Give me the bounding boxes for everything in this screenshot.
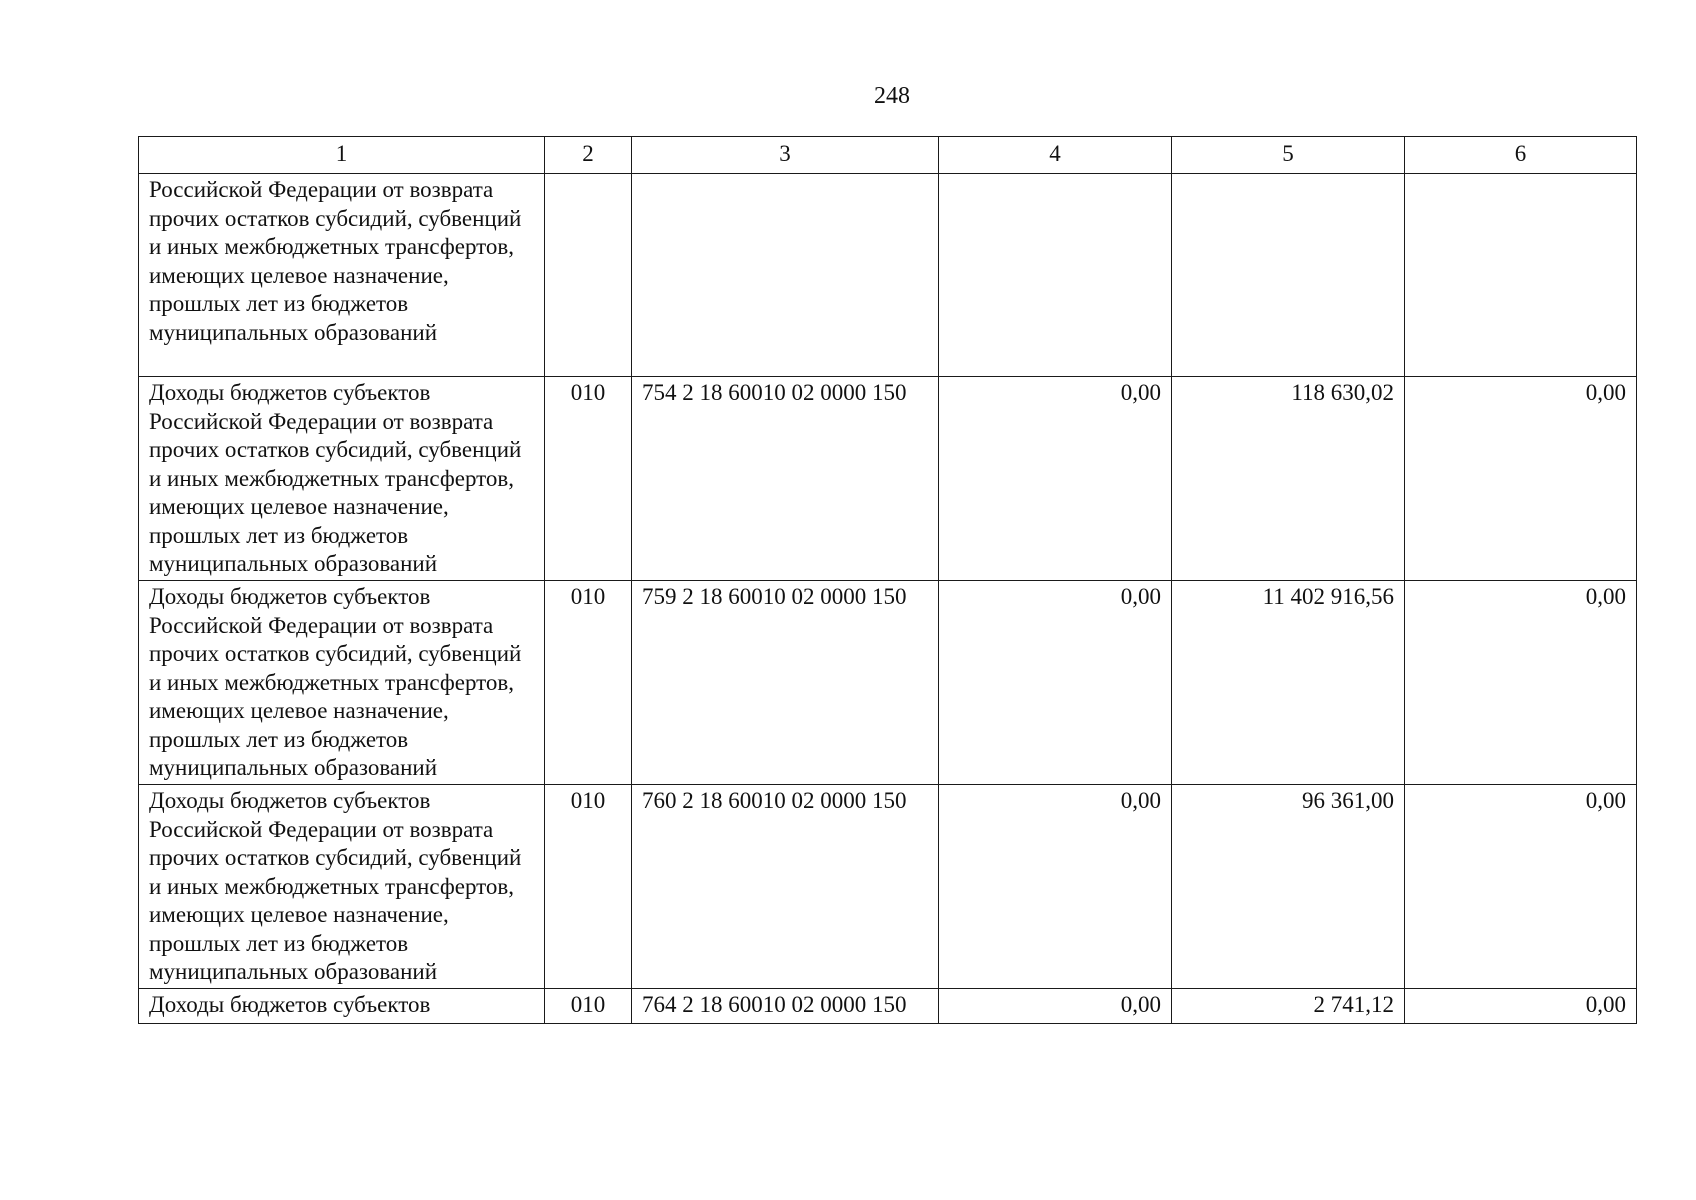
value-col5-cell: 2 741,12 bbox=[1172, 989, 1405, 1024]
budget-code-cell: 759 2 18 60010 02 0000 150 bbox=[632, 581, 939, 785]
budget-code-cell: 760 2 18 60010 02 0000 150 bbox=[632, 785, 939, 989]
table-header-row bbox=[139, 137, 1637, 174]
table-row bbox=[139, 581, 1637, 785]
budget-code-cell: 764 2 18 60010 02 0000 150 bbox=[632, 989, 939, 1024]
column-header-3: 3 bbox=[632, 137, 939, 174]
table-row bbox=[139, 785, 1637, 989]
column-header-2: 2 bbox=[545, 137, 632, 174]
income-name-cell: Доходы бюджетов субъектов Российской Федерации от возврата прочих остатков субсидий, субвенций и иных межбюджетных трансфертов, имеющих целевое назначение, прошлых лет из бюджетов муниципальных образований bbox=[139, 785, 545, 989]
column-header-5: 5 bbox=[1172, 137, 1405, 174]
value-col4-cell bbox=[939, 174, 1172, 377]
budget-code-cell bbox=[632, 174, 939, 377]
value-col6-cell: 0,00 bbox=[1405, 581, 1637, 785]
budget-table bbox=[138, 136, 1637, 1024]
value-col6-cell bbox=[1405, 174, 1637, 377]
line-code-cell: 010 bbox=[545, 785, 632, 989]
income-name-cell: Доходы бюджетов субъектов bbox=[139, 989, 545, 1024]
line-code-cell: 010 bbox=[545, 989, 632, 1024]
column-header-1: 1 bbox=[139, 137, 545, 174]
income-name-cell: Доходы бюджетов субъектов Российской Федерации от возврата прочих остатков субсидий, субвенций и иных межбюджетных трансфертов, имеющих целевое назначение, прошлых лет из бюджетов муниципальных образований bbox=[139, 377, 545, 581]
value-col6-cell: 0,00 bbox=[1405, 377, 1637, 581]
value-col5-cell: 118 630,02 bbox=[1172, 377, 1405, 581]
column-header-6: 6 bbox=[1405, 137, 1637, 174]
value-col5-cell: 96 361,00 bbox=[1172, 785, 1405, 989]
value-col6-cell: 0,00 bbox=[1405, 785, 1637, 989]
value-col4-cell: 0,00 bbox=[939, 581, 1172, 785]
line-code-cell bbox=[545, 174, 632, 377]
value-col5-cell: 11 402 916,56 bbox=[1172, 581, 1405, 785]
value-col4-cell: 0,00 bbox=[939, 785, 1172, 989]
column-header-4: 4 bbox=[939, 137, 1172, 174]
line-code-cell: 010 bbox=[545, 581, 632, 785]
line-code-cell: 010 bbox=[545, 377, 632, 581]
table-row bbox=[139, 377, 1637, 581]
value-col5-cell bbox=[1172, 174, 1405, 377]
value-col4-cell: 0,00 bbox=[939, 377, 1172, 581]
table-row bbox=[139, 174, 1637, 377]
income-name-cell: Доходы бюджетов субъектов Российской Федерации от возврата прочих остатков субсидий, субвенций и иных межбюджетных трансфертов, имеющих целевое назначение, прошлых лет из бюджетов муниципальных образований bbox=[139, 581, 545, 785]
value-col4-cell: 0,00 bbox=[939, 989, 1172, 1024]
income-name-cell: Российской Федерации от возврата прочих остатков субсидий, субвенций и иных межбюджетных трансфертов, имеющих целевое назначение, прошлых лет из бюджетов муниципальных образований bbox=[139, 174, 545, 377]
page-number: 248 bbox=[874, 83, 910, 109]
budget-code-cell: 754 2 18 60010 02 0000 150 bbox=[632, 377, 939, 581]
value-col6-cell: 0,00 bbox=[1405, 989, 1637, 1024]
table-row bbox=[139, 989, 1637, 1024]
